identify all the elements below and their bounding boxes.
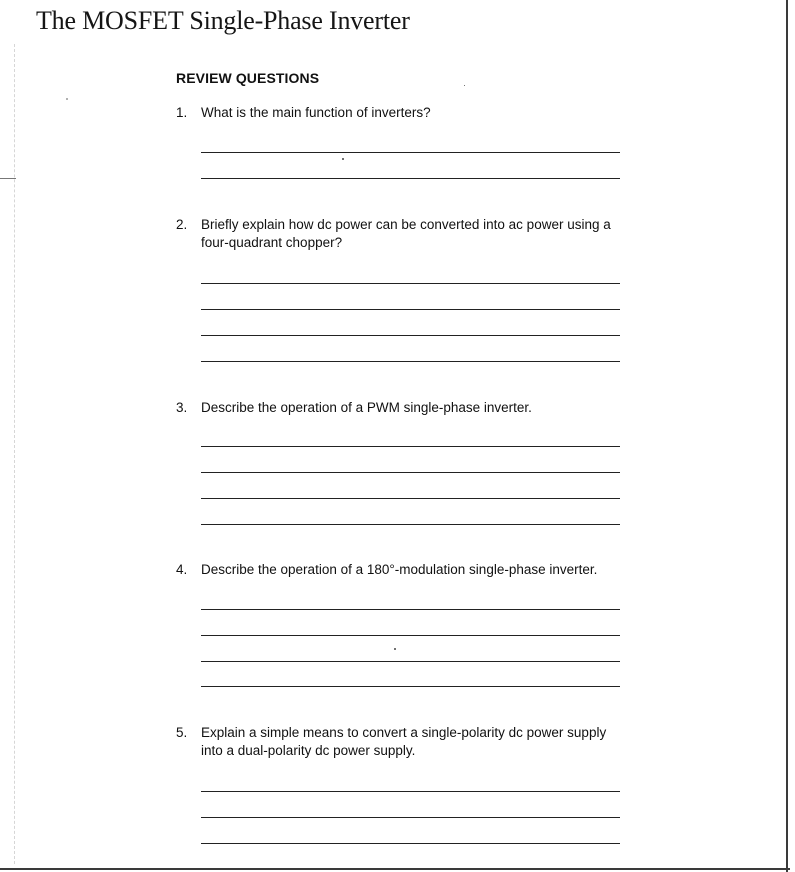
question-5 [176,724,626,760]
answer-line[interactable] [201,152,620,153]
question-3 [176,399,626,417]
answer-line[interactable] [201,472,620,473]
question-number: 1. [176,105,188,120]
answer-line[interactable] [201,361,620,362]
answer-line[interactable] [201,335,620,336]
answer-line[interactable] [201,609,620,610]
question-number: 3. [176,400,188,415]
section-heading: REVIEW QUESTIONS [176,70,320,86]
question-number: 5. [176,725,188,740]
question-text: Explain a simple means to convert a single-polarity dc power supply into a dual-polarity dc power supply. [201,725,607,758]
answer-line[interactable] [201,309,620,310]
scan-mark [0,178,16,179]
scan-speck [342,158,344,160]
scan-speck [66,98,68,100]
page-right-edge [786,0,788,872]
question-4 [176,561,626,579]
answer-line[interactable] [201,791,620,792]
answer-line[interactable] [201,178,620,179]
question-text: Describe the operation of a 180°-modulation single-phase inverter. [201,562,598,577]
question-text: What is the main function of inverters? [201,105,431,120]
answer-line[interactable] [201,843,620,844]
question-number: 4. [176,562,188,577]
question-text: Describe the operation of a PWM single-phase inverter. [201,400,532,415]
answer-line[interactable] [201,524,620,525]
page-left-edge [14,44,16,864]
answer-line[interactable] [201,498,620,499]
question-2 [176,216,626,252]
scan-speck [394,648,396,650]
answer-line[interactable] [201,661,620,662]
answer-line[interactable] [201,446,620,447]
answer-line[interactable] [201,635,620,636]
question-number: 2. [176,217,188,232]
question-text: Briefly explain how dc power can be converted into ac power using a four-quadrant chopper? [201,217,611,250]
question-1 [176,104,626,122]
answer-line[interactable] [201,686,620,687]
scan-speck [464,85,465,86]
page-bottom-edge [0,868,790,870]
page-title: The MOSFET Single-Phase Inverter [36,6,410,35]
answer-line[interactable] [201,283,620,284]
answer-line[interactable] [201,817,620,818]
